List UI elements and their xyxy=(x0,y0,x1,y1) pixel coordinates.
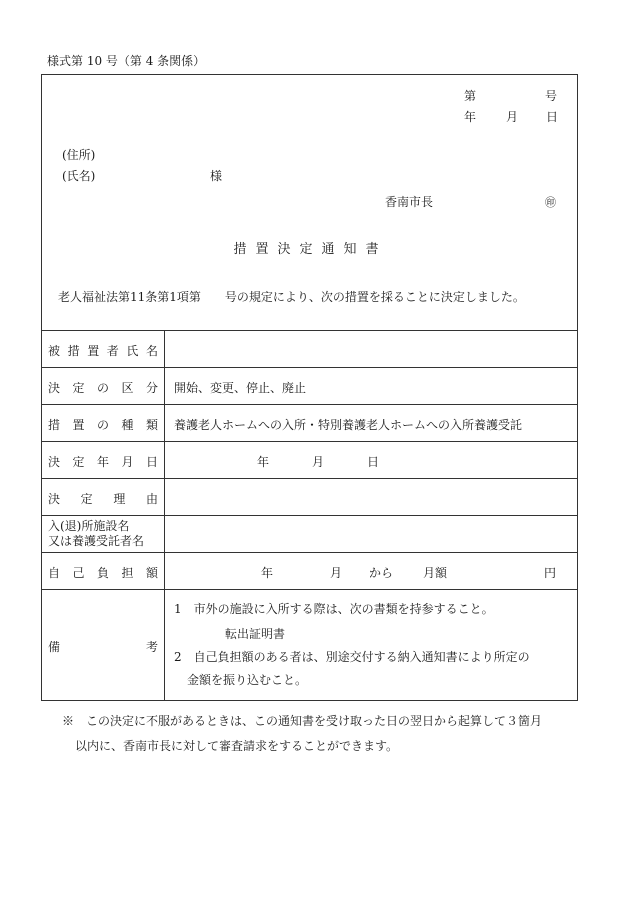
label-decision-date: 決 定 年 月 日 xyxy=(48,455,158,469)
footnote-line1: ※ この決定に不服があるときは、この通知書を受け取った日の翌日から起算して３箇月 xyxy=(62,714,543,728)
seal-mark: ㊞ xyxy=(545,196,556,209)
date-year: 年 xyxy=(464,110,477,124)
decision-date-month: 月 xyxy=(312,455,325,469)
issuer-name: 香南市長 xyxy=(385,195,434,209)
form-number: 様式第 10 号（第 4 条関係） xyxy=(47,54,206,68)
burden-year: 年 xyxy=(261,566,274,580)
decision-statement: 老人福祉法第11条第1項第 号の規定により、次の措置を採ることに決定しました。 xyxy=(58,290,525,304)
notice-form xyxy=(41,74,578,701)
label-recipient-name: 被 措 置 者 氏 名 xyxy=(48,344,158,358)
remark-item-2-line1: 2 自己負担額のある者は、別途交付する納入通知書により所定の xyxy=(174,650,530,664)
honorific-sama: 様 xyxy=(210,169,223,183)
name-label: (氏名) xyxy=(62,169,96,183)
number-gou: 号 xyxy=(545,89,558,103)
label-decision-category: 決 定 の 区 分 xyxy=(48,381,158,395)
value-measure-type: 養護老人ホームへの入所・特別養護老人ホームへの入所養護受託 xyxy=(174,418,523,432)
remark-item-1-sub: 転出証明書 xyxy=(225,627,286,641)
burden-yen: 円 xyxy=(544,566,557,580)
decision-date-day: 日 xyxy=(367,455,380,469)
footnote-line2: 以内に、香南市長に対して審査請求をすることができます。 xyxy=(75,739,399,753)
burden-month: 月 xyxy=(330,566,343,580)
burden-from: から xyxy=(369,566,394,580)
label-decision-reason: 決 定 理 由 xyxy=(48,492,158,506)
label-self-burden: 自 己 負 担 額 xyxy=(48,566,158,580)
date-day: 日 xyxy=(546,110,559,124)
date-month: 月 xyxy=(506,110,519,124)
label-measure-type: 措 置 の 種 類 xyxy=(48,418,158,432)
document-title: 措置決定通知書 xyxy=(233,242,388,257)
label-facility-name: 入(退)所施設名 又は養護受託者名 xyxy=(48,519,145,548)
label-remarks: 備 考 xyxy=(48,640,158,654)
number-dai: 第 xyxy=(464,89,477,103)
remark-item-2-line2: 金額を振り込むこと。 xyxy=(187,673,308,687)
address-label: (住所) xyxy=(62,148,96,162)
burden-monthly-amount: 月額 xyxy=(423,566,448,580)
decision-date-year: 年 xyxy=(257,455,270,469)
remark-item-1: 1 市外の施設に入所する際は、次の書類を持参すること。 xyxy=(174,602,494,616)
value-decision-category: 開始、変更、停止、廃止 xyxy=(174,381,307,395)
